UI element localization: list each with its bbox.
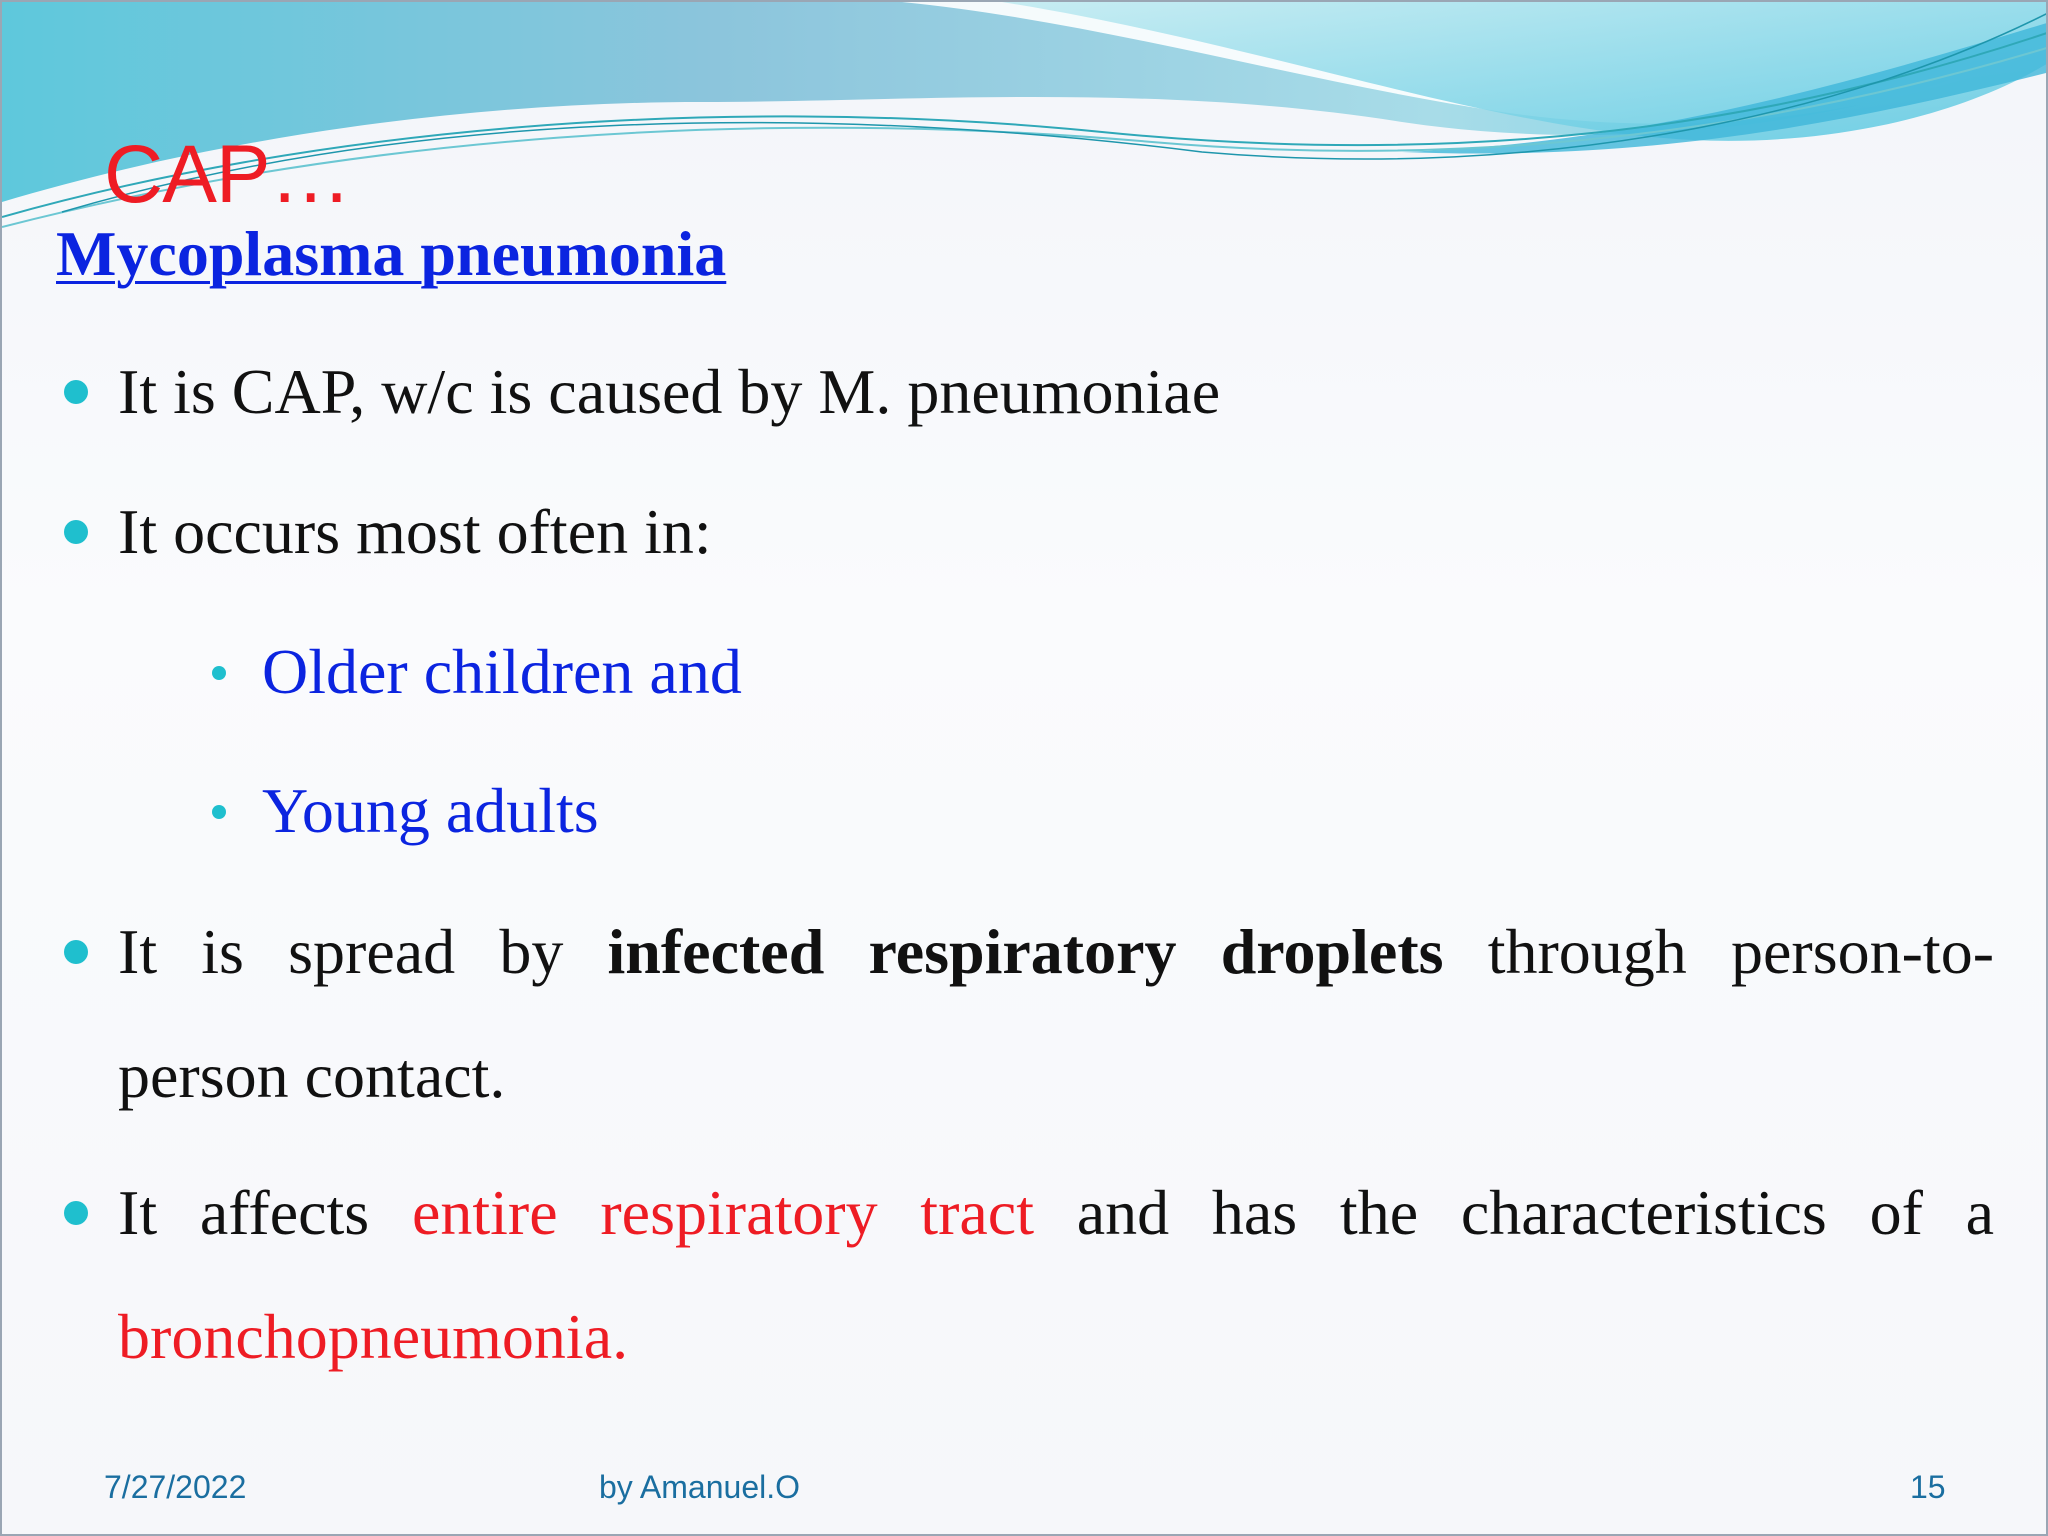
- subtitle-link[interactable]: Mycoplasma pneumonia: [56, 218, 727, 289]
- bullet-dot-icon: [212, 666, 226, 680]
- bullet-text: It affects: [118, 1177, 412, 1248]
- sub-bullet-item: [262, 771, 599, 851]
- slide-title: CAP…: [104, 129, 351, 220]
- bullet-text: It is CAP, w/c is caused by M. pneumoniae: [118, 356, 1221, 427]
- bullet-item: [118, 890, 1994, 1138]
- bullet-text-line1: [118, 890, 1994, 1014]
- bullet-dot-icon: [212, 805, 226, 819]
- footer-date: 7/27/2022: [104, 1469, 247, 1505]
- footer-page-number: 15: [1910, 1469, 1946, 1505]
- sub-bullet-text: Older children and: [262, 636, 742, 707]
- bullet-dot-icon: [64, 380, 88, 404]
- sub-bullet-item: [262, 632, 742, 712]
- bullet-text: and has the characteristics of a: [1034, 1177, 1995, 1248]
- bullet-dot-icon: [64, 520, 88, 544]
- bullet-text-line2: bronchopneumonia.: [118, 1301, 629, 1372]
- bullet-text-line1: [118, 1151, 1994, 1275]
- bullet-bold-text: infected respiratory droplets: [607, 916, 1444, 987]
- bullet-dot-icon: [64, 940, 88, 964]
- bullet-text: It is spread by: [118, 916, 608, 987]
- bullet-item: [118, 492, 1994, 572]
- bullet-text: It occurs most often in:: [118, 496, 712, 567]
- bullet-text: through person-to-: [1443, 916, 1995, 987]
- bullet-text-line2: person contact.: [118, 1040, 506, 1111]
- sub-bullet-text: Young adults: [262, 775, 599, 846]
- bullet-item: [118, 1151, 1994, 1399]
- bullet-dot-icon: [64, 1201, 88, 1225]
- bullet-red-text: entire respiratory tract: [411, 1177, 1034, 1248]
- footer-author: by Amanuel.O: [599, 1469, 800, 1505]
- bullet-item: [118, 352, 1994, 432]
